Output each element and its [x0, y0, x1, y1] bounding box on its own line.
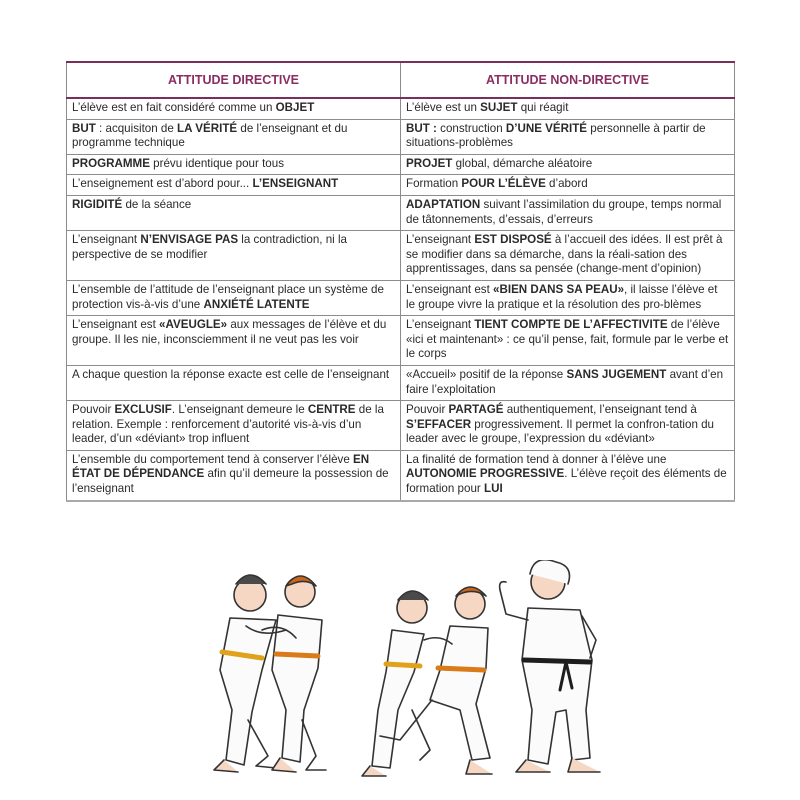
non-directive-cell: [401, 98, 735, 119]
directive-cell: [67, 195, 401, 230]
cell-text: Pouvoir: [406, 403, 449, 417]
table-header: [67, 62, 735, 98]
emphasis-text: PARTAGÉ: [448, 403, 504, 417]
emphasis-text: ANXIÉTÉ LATENTE: [203, 297, 310, 311]
directive-cell: [67, 231, 401, 281]
emphasis-text: N’ENVISAGE PAS: [140, 233, 239, 247]
cell-text: prévu identique pour tous: [149, 156, 285, 170]
emphasis-text: S’EFFACER: [406, 417, 472, 431]
cell-text: de la relation. Exemple : renforcement d’autorité vis-à-vis d’un leader, d’un «déviant» trop influent: [72, 403, 384, 446]
non-directive-cell: [401, 119, 735, 154]
emphasis-text: CENTRE: [307, 403, 356, 417]
table-row: [67, 175, 735, 196]
cell-text: L’enseignant est: [72, 318, 160, 332]
directive-cell: [67, 119, 401, 154]
directive-cell: [67, 316, 401, 366]
directive-cell: [67, 401, 401, 451]
directive-cell: [67, 98, 401, 119]
emphasis-text: BUT :: [406, 121, 437, 135]
table-row: [67, 401, 735, 451]
table-row: [67, 231, 735, 281]
cell-text: de l’élève «ici et maintenant» : ce qu’il pense, fait, formule par le verbe et le corps: [406, 318, 729, 361]
emphasis-text: EXCLUSIF: [114, 403, 172, 417]
cell-text: L’ensemble de l’attitude de l’enseignant place un système de protection vis-à-vis d’une: [72, 282, 384, 311]
header-attitude-directive: ATTITUDE DIRECTIVE: [67, 62, 401, 98]
table-row: [67, 365, 735, 400]
cell-text: de la séance: [122, 197, 192, 211]
cell-text: aux messages de l’élève et du groupe. Il les nie, inconsciemment il ne veut pas les voir: [72, 318, 387, 346]
judo-illustration: [0, 560, 800, 800]
directive-cell: [67, 154, 401, 175]
header-attitude-non-directive: ATTITUDE NON-DIRECTIVE: [401, 62, 735, 98]
cell-text: de l’enseignant et du programme technique: [72, 121, 348, 150]
emphasis-text: OBJET: [275, 101, 315, 114]
table-row: [67, 98, 735, 119]
table-row: [67, 154, 735, 175]
table-row: [67, 119, 735, 154]
emphasis-text: BUT: [72, 121, 96, 135]
cell-text: L’ensemble du comportement tend à conserver l’élève: [72, 452, 353, 466]
emphasis-text: PROGRAMME: [72, 156, 150, 170]
non-directive-cell: [401, 195, 735, 230]
cell-text: L’enseignant: [406, 233, 475, 247]
cell-text: : acquisiton de: [95, 121, 178, 135]
non-directive-cell: [401, 175, 735, 196]
cell-text: L’enseignant: [72, 233, 141, 247]
emphasis-text: EN ÉTAT DE DÉPENDANCE: [72, 452, 370, 481]
emphasis-text: TIENT COMPTE DE L’AFFECTIVITE: [474, 318, 668, 332]
cell-text: La finalité de formation tend à donner à l’élève une: [406, 452, 667, 466]
emphasis-text: EST DISPOSÉ: [474, 233, 552, 247]
emphasis-text: L’ENSEIGNANT: [252, 177, 339, 191]
cell-text: Pouvoir: [72, 403, 115, 417]
cell-text: la contradiction, ni la perspective de se modifier: [72, 233, 347, 261]
cell-text: qui réagit: [517, 101, 569, 114]
struggling-judokas-illustration: [214, 575, 326, 772]
directive-cell: [67, 280, 401, 315]
emphasis-text: SANS JUGEMENT: [566, 367, 667, 381]
cell-text: avant d’en faire l’exploitation: [406, 367, 724, 396]
table-row: [67, 316, 735, 366]
non-directive-cell: [401, 316, 735, 366]
cell-text: A chaque question la réponse exacte est celle de l’enseignant: [72, 367, 390, 381]
cell-text: L’enseignant est: [406, 282, 494, 296]
cell-text: d’abord: [545, 177, 588, 191]
non-directive-cell: [401, 450, 735, 500]
directive-cell: [67, 175, 401, 196]
directive-cell: [67, 365, 401, 400]
table-row: [67, 450, 735, 500]
cell-text: L’élève est en fait considéré comme un: [72, 101, 276, 114]
emphasis-text: ADAPTATION: [406, 197, 481, 211]
emphasis-text: AUTONOMIE PROGRESSIVE: [406, 467, 565, 481]
emphasis-text: «AVEUGLE»: [159, 318, 228, 332]
non-directive-cell: [401, 231, 735, 281]
throwing-judokas-illustration: [362, 587, 492, 776]
non-directive-cell: [401, 365, 735, 400]
cell-text: progressivement. Il permet la confron-tation du leader avec le groupe, l’expression du «déviant»: [406, 417, 715, 446]
table-row: [67, 280, 735, 315]
emphasis-text: «BIEN DANS SA PEAU»: [493, 282, 625, 296]
cell-text: L’élève est un: [406, 101, 481, 114]
non-directive-cell: [401, 154, 735, 175]
table-row: [67, 195, 735, 230]
teacher-thumbs-up-illustration: [500, 560, 600, 772]
cell-text: afin qu’il demeure la possession de l’enseignant: [72, 467, 389, 496]
table-body: [67, 98, 735, 501]
cell-text: Formation: [406, 177, 462, 191]
emphasis-text: LUI: [483, 482, 503, 496]
directive-cell: [67, 450, 401, 500]
cell-text: L’enseignement est d’abord pour...: [72, 177, 253, 191]
emphasis-text: LA VÉRITÉ: [177, 121, 238, 135]
cell-text: authentiquement, l’enseignant tend à: [503, 403, 697, 417]
cell-text: construction: [436, 121, 506, 135]
cell-text: personnelle à partir de situations-problèmes: [406, 121, 706, 150]
cell-text: . L’élève reçoit des éléments de formation pour: [406, 467, 727, 496]
comparison-table: [66, 61, 735, 502]
non-directive-cell: [401, 401, 735, 451]
emphasis-text: RIGIDITÉ: [72, 197, 123, 211]
cell-text: à l’accueil des idées. Il est prêt à se modifier dans sa démarche, dans la réali-sation des apprentissages, dans sa pensée (change-ment d’opinion): [406, 233, 723, 276]
emphasis-text: POUR L’ÉLÈVE: [461, 177, 546, 191]
emphasis-text: SUJET: [480, 101, 518, 114]
non-directive-cell: [401, 280, 735, 315]
cell-text: . L’enseignant demeure le: [171, 403, 308, 417]
cell-text: «Accueil» positif de la réponse: [406, 367, 567, 381]
cell-text: suivant l’assimilation du groupe, temps normal de tâtonnements, d’essais, d’erreurs: [406, 197, 722, 226]
cell-text: L’enseignant: [406, 318, 475, 332]
cell-text: , il laisse l’élève et le groupe vivre la pratique et la résolution des pro-blèmes: [406, 282, 718, 311]
emphasis-text: D’UNE VÉRITÉ: [505, 121, 588, 135]
emphasis-text: PROJET: [406, 156, 453, 170]
cell-text: global, démarche aléatoire: [452, 156, 593, 170]
